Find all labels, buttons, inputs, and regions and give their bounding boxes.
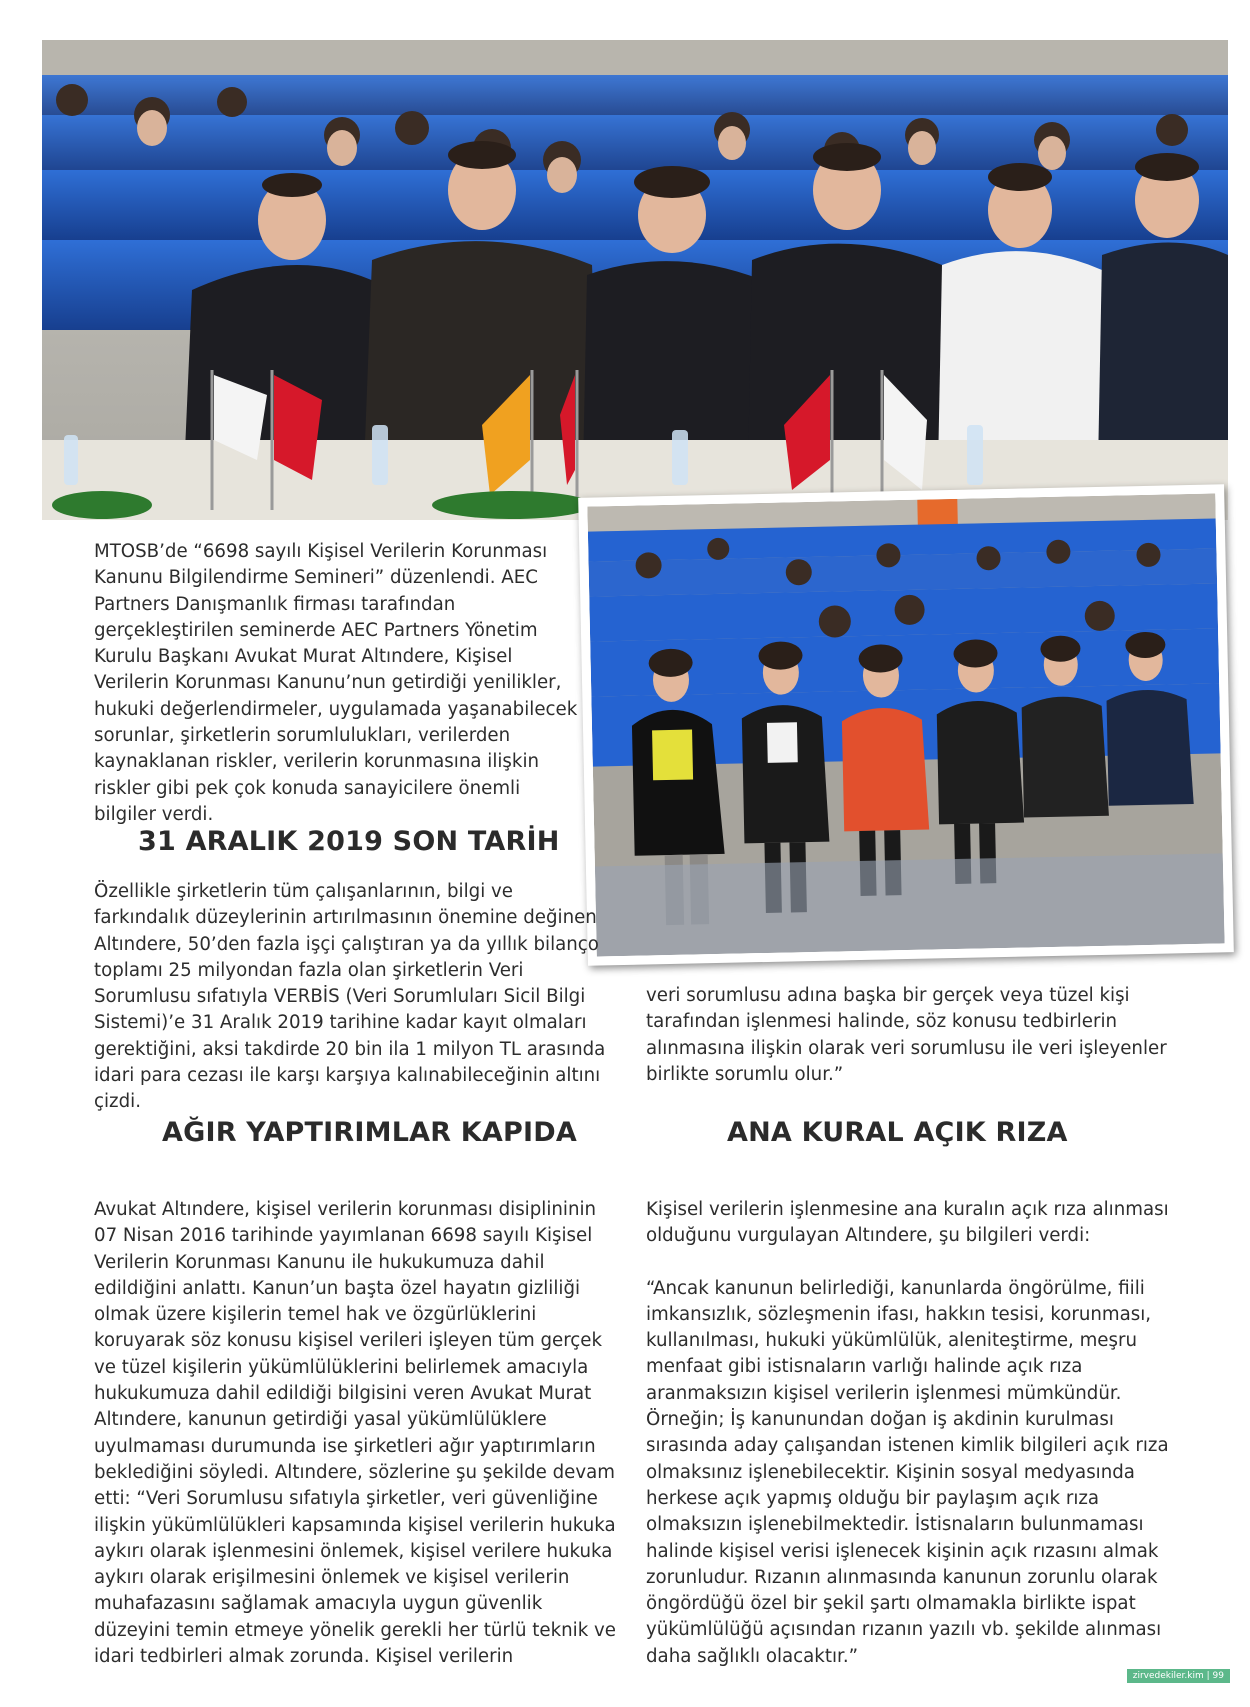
right-column-text <box>646 1197 1186 1670</box>
seminar-front-row-photo <box>42 40 1228 520</box>
right-column-paragraph-1: Kişisel verilerin işlenmesine ana kuralın açık rıza alınması olduğunu vurgulayan Altındere, şu bilgileri verdi: <box>646 1199 1169 1247</box>
right-column-paragraph-2: “Ancak kanunun belirlediği, kanunlarda öngörülme, fiili imkansızlık, sözleşmenin ifası, hakkın tesisi, korunması, kullanılması, hukuki yükümlülük, aleniteştirme, meşru menfaat gibi istisnaların varlığı halinde açık rıza aranmaksızın kişisel verilerin işlenmesi mümkündür. Örneğin; İş kanunundan doğan iş akdinin kurulması sırasında aday çalışandan istenen kimlik bilgileri açık rıza olmaksınız işlenebilecektir. Kişinin sosyal medyasında herkese açık yapmış olduğu bir paylaşım açık rıza olmaksızın işlenebilmektedir. İstisnaların bulunmaması halinde kişisel verisi işlenecek kişinin açık rızasını almak zorunludur. Rızanın alınmasında kanunun zorunlu olarak öngördüğü özel bir şekil şartı olmamakla birlikte ispat yükümlülüğü açısından rızanın yazılı vb. şekilde alınması daha sağlıklı olacaktır.” <box>646 1277 1169 1667</box>
page-footer <box>1127 1669 1230 1683</box>
left-column-paragraph: Avukat Altındere, kişisel verilerin korunması disiplininin 07 Nisan 2016 tarihinde yayımlanan 6698 sayılı Kişisel Verilerin Korunması Kanunu ile hukukumuza dahil edildiğini anlattı. Kanun’un başta özel hayatın gizliliği olmak üzere kişilerin temel hak ve özgürlüklerini koruyarak söz konusu kişisel verileri işleyen tüm gerçek ve tüzel kişilerin yükümlülüklerini belirlemek amacıyla hukukumuza dahil edildiği bilgisini veren Avukat Murat Altındere, kanunun getirdiği yasal yükümlülüklere uyulmaması durumunda ise şirketleri ağır yaptırımların beklediğini söyledi. Altındere, sözlerine şu şekilde devam etti: “Veri Sorumlusu sıfatıyla şirketler, veri güvenliğine ilişkin yükümlülükleri kapsamında kişisel verilerin hukuka aykırı olarak işlenmesini önlemek, kişisel verilere hukuka aykırı olarak erişilmesini önlemek ve kişisel verilerin muhafazasını sağlamak amacıyla uygun güvenlik düzeyini temin etmeye yönelik gerekli her türlü teknik ve idari tedbirleri almak zorunda. Kişisel verilerin <box>94 1199 616 1668</box>
verbis-paragraph <box>94 879 614 1116</box>
photo-frame <box>578 484 1234 965</box>
verbis-text: Özellikle şirketlerin tüm çalışanlarının, bilgi ve farkındalık düzeylerinin artırılmasının önemine değinen Altındere, 50’den fazla işçi çalıştıran ya da yıllık bilanço toplamı 25 milyondan fazla olan şirketlerin Veri Sorumlusu sıfatıyla VERBİS (Veri Sorumluları Sicil Bilgi Sistemi)’e 31 Aralık 2019 tarihine kadar kayıt olmaları gerektiğini, aksi takdirde 20 bin ila 1 milyon TL arasında idari para cezası ile karşı karşıya kalınabileceğinin altını çizdi. <box>94 881 606 1113</box>
intro-text: MTOSB’de “6698 sayılı Kişisel Verilerin Korunması Kanunu Bilgilendirme Semineri” düzenlendi. AEC Partners Danışmanlık firması tarafından gerçekleştirilen seminerde AEC Partners Yönetim Kurulu Başkanı Avukat Murat Altındere, Kişisel Verilerin Korunması Kanunu’nun getirdiği yenilikler, hukuki değerlendirmeler, uygulamada yaşanabilecek sorunlar, şirketlerin sorumlulukları, verilerden kaynaklanan riskler, verilerin korunmasına ilişkin riskler gibi pek çok konuda sanayicilere önemli bilgiler verdi. <box>94 541 578 825</box>
right-column-continuation-paragraph: veri sorumlusu adına başka bir gerçek veya tüzel kişi tarafından işlenmesi halinde, söz konusu tedbirlerin alınmasına ilişkin olarak veri sorumlusu ile veri işleyenler birlikte sorumlu olur.” <box>646 985 1167 1085</box>
right-column-continuation <box>646 983 1186 1088</box>
seminar-audience-photo <box>587 493 1224 956</box>
footer-separator: | <box>1206 1671 1210 1681</box>
heading-agir-yaptirimlar: AĞIR YAPTIRIMLAR KAPIDA <box>162 1117 577 1148</box>
heading-son-tarih: 31 ARALIK 2019 SON TARİH <box>138 826 560 857</box>
left-column-text <box>94 1197 622 1670</box>
intro-paragraph <box>94 539 584 828</box>
heading-ana-kural: ANA KURAL AÇIK RIZA <box>727 1117 1068 1148</box>
page-number: 99 <box>1212 1671 1224 1681</box>
footer-site: zirvedekiler.kim <box>1132 1671 1204 1681</box>
